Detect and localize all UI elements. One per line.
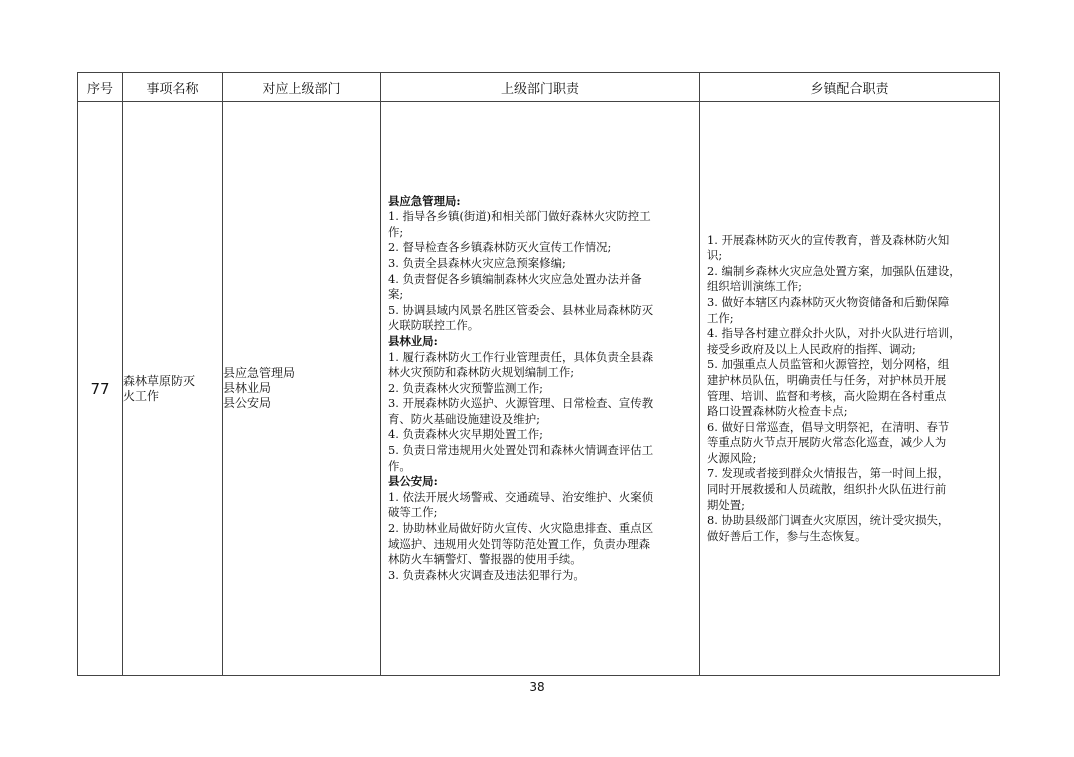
page-number: 38 (529, 680, 545, 694)
header-department: 对应上级部门 (223, 73, 381, 102)
duty-line: 1. 指导各乡镇(街道)和相关部门做好森林火灾防控工 (388, 209, 651, 224)
duty-line: 2. 编制乡森林火灾应急处置方案，加强队伍建设， (707, 263, 961, 278)
duty-line: 1. 履行森林防火工作行业管理责任，具体负责全县森 (388, 349, 654, 364)
duty-line: 5. 协调县域内风景名胜区管委会、县林业局森林防灭 (388, 302, 654, 317)
duty-line: 2. 督导检查各乡镇森林防灭火宣传工作情况; (388, 240, 612, 255)
duty-line: 域巡护、违规用火处罚等防范处置工作，负责办理森 (388, 536, 650, 551)
duty-line: 管理、培训、监督和考核，高火险期在各村重点 (707, 388, 947, 403)
duty-line: 工作; (707, 310, 734, 325)
department-name: 县应急管理局 (223, 366, 296, 380)
upper-duties-text (381, 194, 699, 584)
responsibility-table (77, 72, 1000, 676)
table-header-row (78, 73, 1000, 102)
duty-line: 做好善后工作，参与生态恢复。 (707, 528, 867, 543)
header-seq: 序号 (78, 73, 123, 102)
duty-line: 1. 开展森林防灭火的宣传教育，普及森林防火知 (707, 232, 950, 247)
duty-line: 3. 负责森林火灾调查及违法犯罪行为。 (388, 567, 585, 582)
duty-line: 破等工作; (388, 505, 438, 520)
table-row (78, 102, 1000, 676)
duty-line: 识; (707, 248, 723, 263)
duty-line: 7. 发现或者接到群众火情报告，第一时间上报， (707, 466, 950, 481)
department-section-title: 县林业局: (388, 333, 438, 348)
duty-line: 2. 负责森林火灾预警监测工作; (388, 380, 544, 395)
item-name-line: 森林草原防灭 (123, 373, 196, 388)
department-name: 县公安局 (223, 396, 272, 410)
duty-line: 林防火车辆警灯、警报器的使用手续。 (388, 552, 582, 567)
duty-line: 案; (388, 287, 404, 302)
duty-line: 育、防火基础设施建设及维护; (388, 411, 540, 426)
duty-line: 5. 加强重点人员监管和火源管控，划分网格，组 (707, 357, 950, 372)
row-town-duties (700, 102, 1000, 676)
duty-line: 4. 指导各村建立群众扑火队，对扑火队进行培训， (707, 326, 961, 341)
duty-line: 1. 依法开展火场警戒、交通疏导、治安维护、火案侦 (388, 489, 654, 504)
item-name-line: 火工作 (123, 388, 160, 403)
header-item-name: 事项名称 (123, 73, 223, 102)
duty-line: 林火灾预防和森林防火规划编制工作; (388, 365, 575, 380)
duty-line: 建护林员队伍，明确责任与任务，对护林员开展 (707, 372, 947, 387)
row-seq: 77 (78, 102, 123, 676)
duty-line: 3. 负责全县森林火灾应急预案修编; (388, 255, 566, 270)
department-name: 县林业局 (223, 381, 272, 395)
duty-line: 5. 负责日常违规用火处置处罚和森林火情调查评估工 (388, 443, 654, 458)
town-duties-text (700, 233, 999, 545)
duty-line: 作; (388, 224, 404, 239)
duty-line: 接受乡政府及以上人民政府的指挥、调动; (707, 341, 916, 356)
row-upper-duties (381, 102, 700, 676)
duty-line: 路口设置森林防火检查卡点; (707, 404, 848, 419)
duty-line: 4. 负责森林火灾早期处置工作; (388, 427, 544, 442)
duty-line: 6. 做好日常巡查，倡导文明祭祀，在清明、春节 (707, 419, 950, 434)
duty-line: 4. 负责督促各乡镇编制森林火灾应急处置办法并备 (388, 271, 642, 286)
department-section-title: 县公安局: (388, 474, 438, 489)
duty-line: 2. 协助林业局做好防火宣传、火灾隐患排查、重点区 (388, 521, 654, 536)
duty-line: 作。 (388, 458, 411, 473)
duty-line: 期处置; (707, 497, 746, 512)
duty-line: 组织培训演练工作; (707, 279, 802, 294)
duty-line: 火联防联控工作。 (388, 318, 480, 333)
row-departments (223, 102, 381, 676)
duty-line: 8. 协助县级部门调查火灾原因，统计受灾损失， (707, 513, 950, 528)
header-upper-duties: 上级部门职责 (381, 73, 700, 102)
header-town-duties: 乡镇配合职责 (700, 73, 1000, 102)
duty-line: 3. 做好本辖区内森林防灭火物资储备和后勤保障 (707, 294, 950, 309)
row-item-name (123, 102, 223, 676)
duty-line: 火源风险; (707, 450, 757, 465)
duty-line: 3. 开展森林防火巡护、火源管理、日常检查、宣传教 (388, 396, 654, 411)
duty-line: 同时开展救援和人员疏散，组织扑火队伍进行前 (707, 482, 947, 497)
duty-line: 等重点防火节点开展防火常态化巡查，减少人为 (707, 435, 947, 450)
department-section-title: 县应急管理局: (388, 193, 461, 208)
